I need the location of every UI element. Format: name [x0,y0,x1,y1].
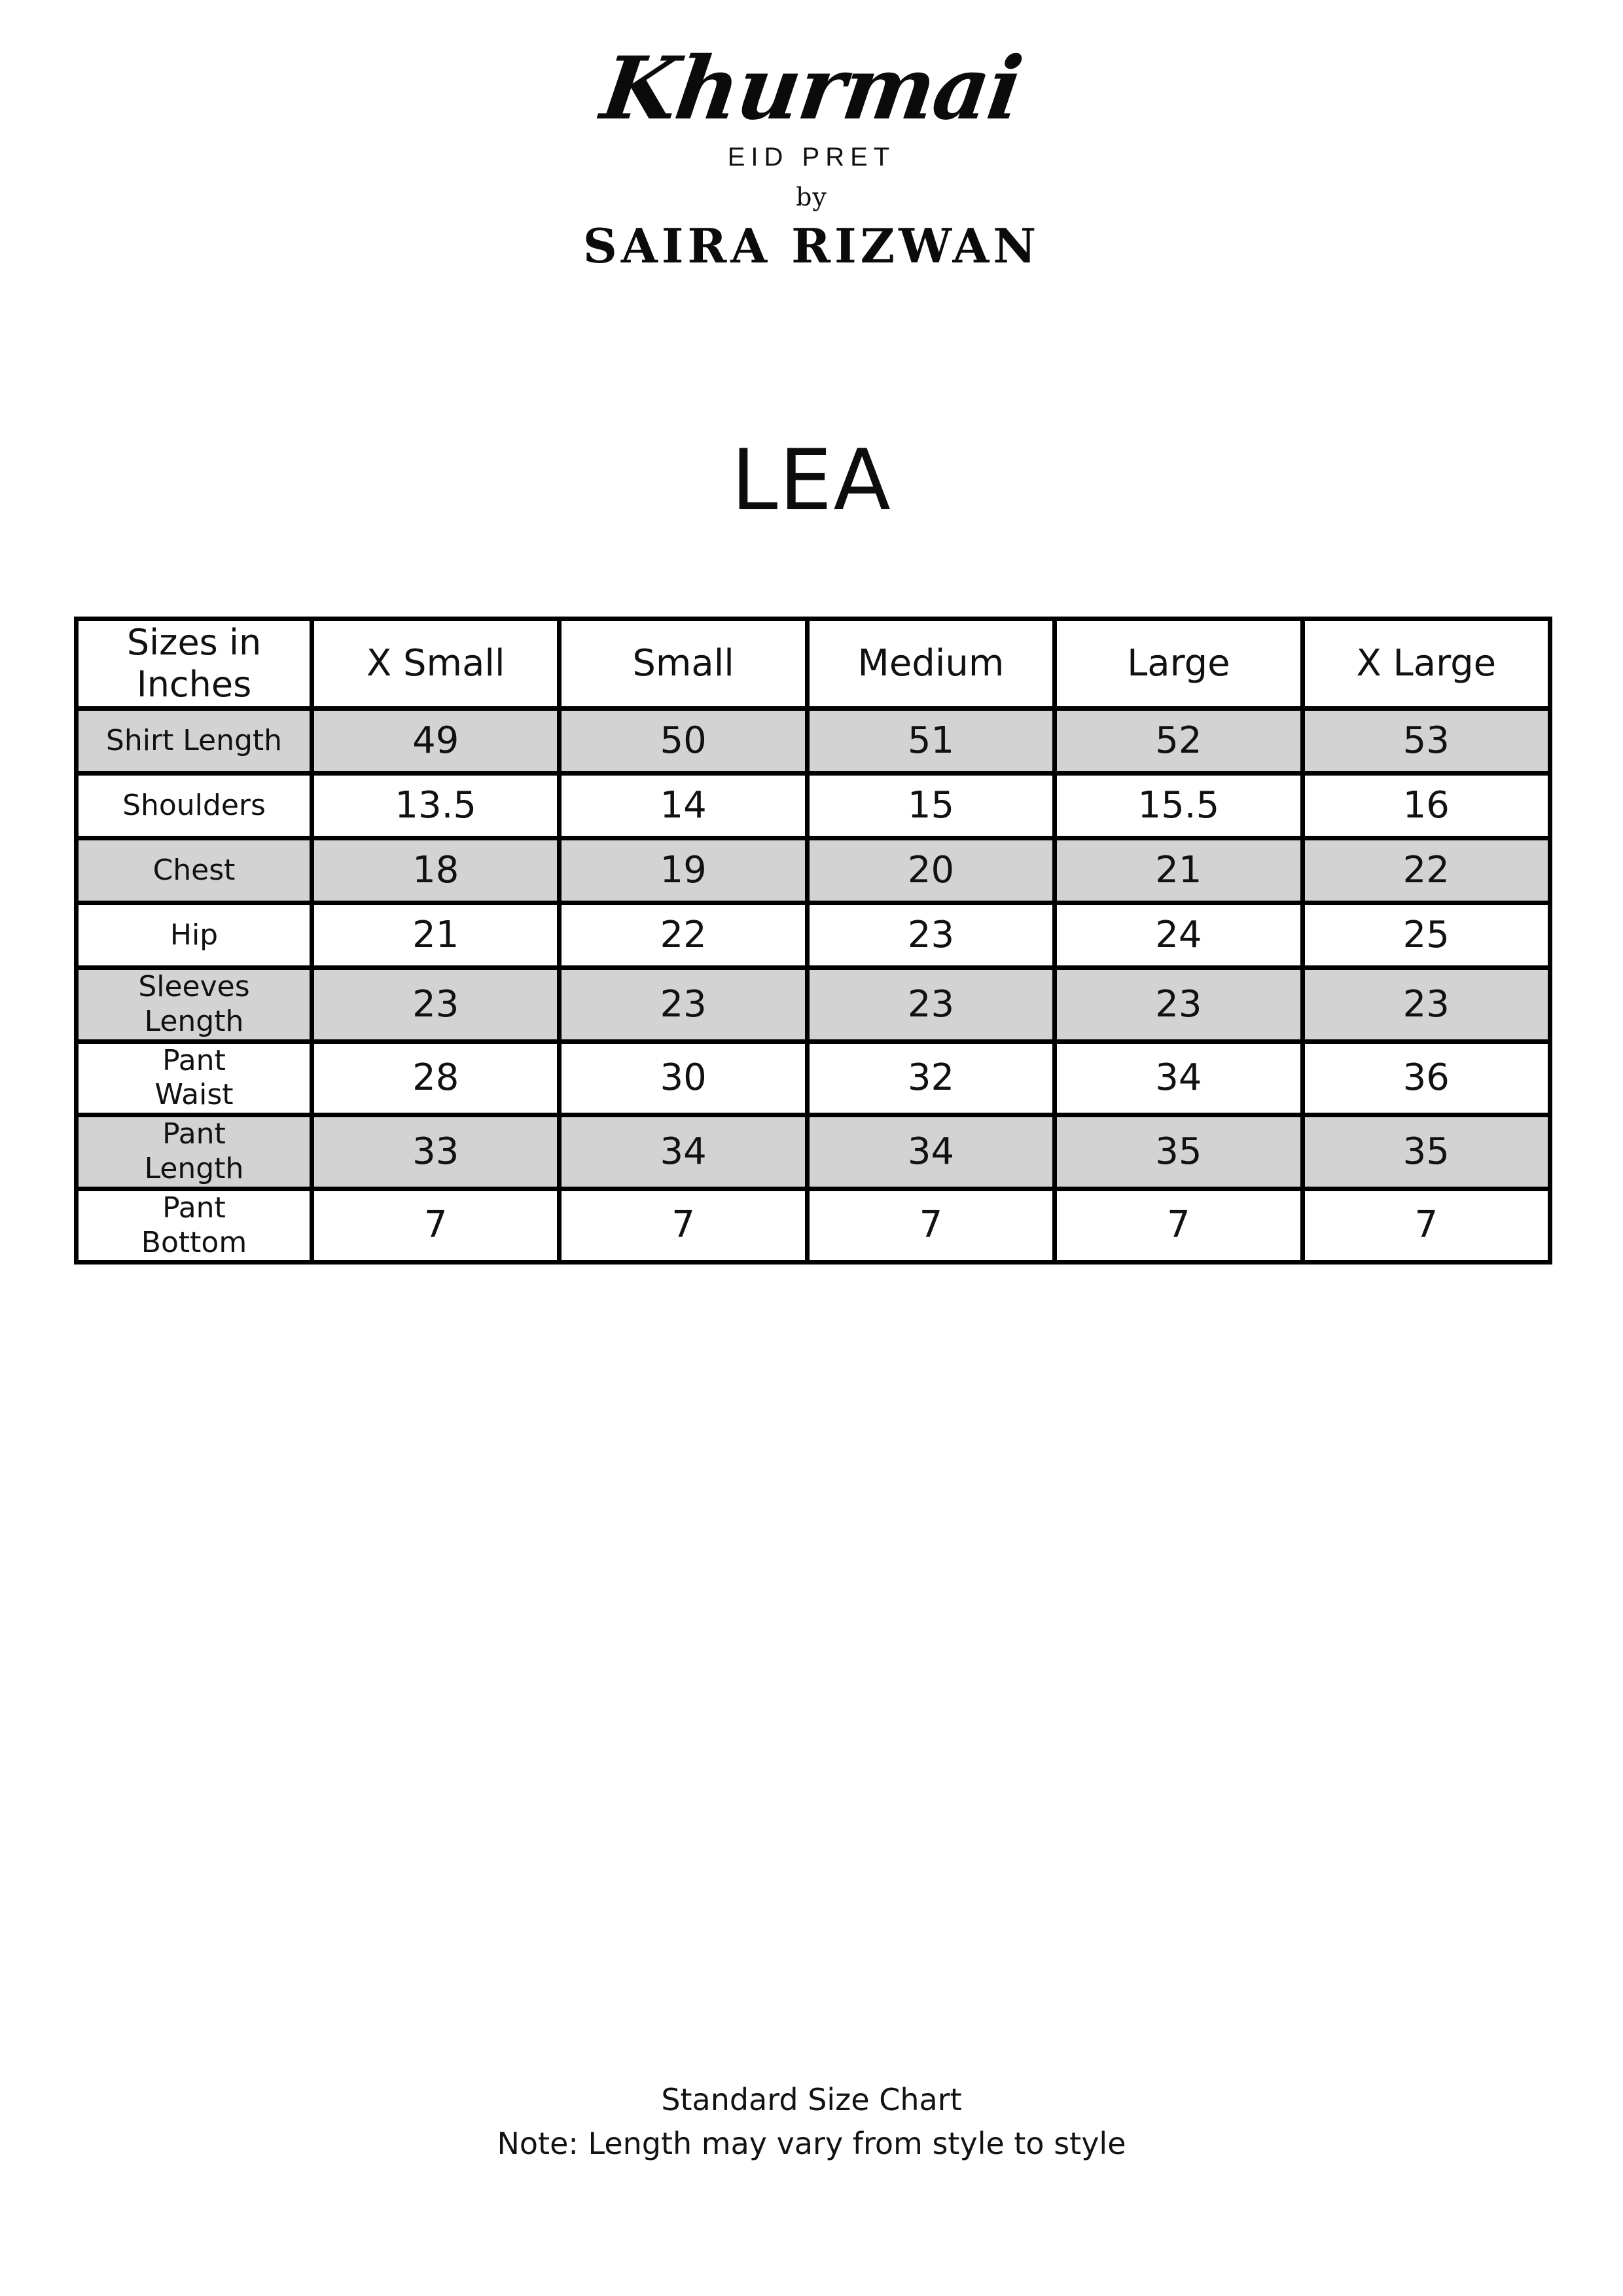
size-chart-table [74,617,1552,1265]
table-row [77,774,1550,838]
table-row [77,1115,1550,1189]
cell-shirt-length-medium: 51 [807,709,1054,774]
table-row [77,903,1550,968]
footer-standard-size-chart: Standard Size Chart [661,2082,962,2117]
table-row [77,838,1550,903]
cell-chest-x-large: 22 [1302,838,1550,903]
cell-pant-waist-x-large: 36 [1302,1041,1550,1115]
cell-sleeves-length-large: 23 [1055,968,1302,1042]
cell-hip-x-large: 25 [1302,903,1550,968]
cell-sleeves-length-x-small: 23 [312,968,560,1042]
size-chart-container [74,617,1548,1265]
cell-shirt-length-small: 50 [560,709,807,774]
cell-pant-waist-x-small: 28 [312,1041,560,1115]
cell-shoulders-small: 14 [560,774,807,838]
table-row [77,709,1550,774]
cell-pant-waist-medium: 32 [807,1041,1054,1115]
footer-note [0,2078,1623,2165]
cell-pant-length-medium: 34 [807,1115,1054,1189]
column-header-x-large: X Large [1302,619,1550,709]
cell-shoulders-medium: 15 [807,774,1054,838]
cell-pant-bottom-large: 7 [1055,1189,1302,1263]
cell-hip-medium: 23 [807,903,1054,968]
cell-sleeves-length-medium: 23 [807,968,1054,1042]
cell-pant-bottom-x-large: 7 [1302,1189,1550,1263]
cell-shoulders-large: 15.5 [1055,774,1302,838]
cell-chest-large: 21 [1055,838,1302,903]
cell-sleeves-length-x-large: 23 [1302,968,1550,1042]
cell-shoulders-x-small: 13.5 [312,774,560,838]
cell-sleeves-length-small: 23 [560,968,807,1042]
table-row [77,968,1550,1042]
cell-pant-length-large: 35 [1055,1115,1302,1189]
size-chart-head [77,619,1550,709]
cell-hip-large: 24 [1055,903,1302,968]
cell-pant-bottom-medium: 7 [807,1189,1054,1263]
cell-shirt-length-x-small: 49 [312,709,560,774]
column-header-measurement: Sizes in Inches [77,619,312,709]
brand-script-logo: Khurmai [596,38,1027,139]
column-header-medium: Medium [807,619,1054,709]
cell-hip-x-small: 21 [312,903,560,968]
cell-pant-waist-large: 34 [1055,1041,1302,1115]
row-label-hip: Hip [77,903,312,968]
cell-pant-length-x-large: 35 [1302,1115,1550,1189]
row-label-shirt-length: Shirt Length [77,709,312,774]
size-chart-body [77,709,1550,1263]
footer-length-disclaimer: Note: Length may vary from style to style [497,2125,1126,2161]
brand-designer-name: SAIRA RIZWAN [582,218,1041,274]
cell-chest-x-small: 18 [312,838,560,903]
column-header-x-small: X Small [312,619,560,709]
cell-pant-length-x-small: 33 [312,1115,560,1189]
row-label-sleeves-length: Sleeves Length [77,968,312,1042]
cell-pant-bottom-x-small: 7 [312,1189,560,1263]
page-title: LEA [731,432,892,529]
row-label-pant-bottom: Pant Bottom [77,1189,312,1263]
table-row [77,1189,1550,1263]
cell-pant-length-small: 34 [560,1115,807,1189]
row-label-pant-length: Pant Length [77,1115,312,1189]
brand-header [0,38,1623,274]
cell-chest-medium: 20 [807,838,1054,903]
table-row [77,1041,1550,1115]
row-label-shoulders: Shoulders [77,774,312,838]
cell-pant-bottom-small: 7 [560,1189,807,1263]
column-header-large: Large [1055,619,1302,709]
cell-hip-small: 22 [560,903,807,968]
cell-shoulders-x-large: 16 [1302,774,1550,838]
cell-shirt-length-x-large: 53 [1302,709,1550,774]
column-header-small: Small [560,619,807,709]
cell-shirt-length-large: 52 [1055,709,1302,774]
cell-pant-waist-small: 30 [560,1041,807,1115]
brand-by-label: by [796,183,827,211]
cell-chest-small: 19 [560,838,807,903]
row-label-pant-waist: Pant Waist [77,1041,312,1115]
table-header-row [77,619,1550,709]
row-label-chest: Chest [77,838,312,903]
brand-tagline: EID PRET [727,143,896,171]
